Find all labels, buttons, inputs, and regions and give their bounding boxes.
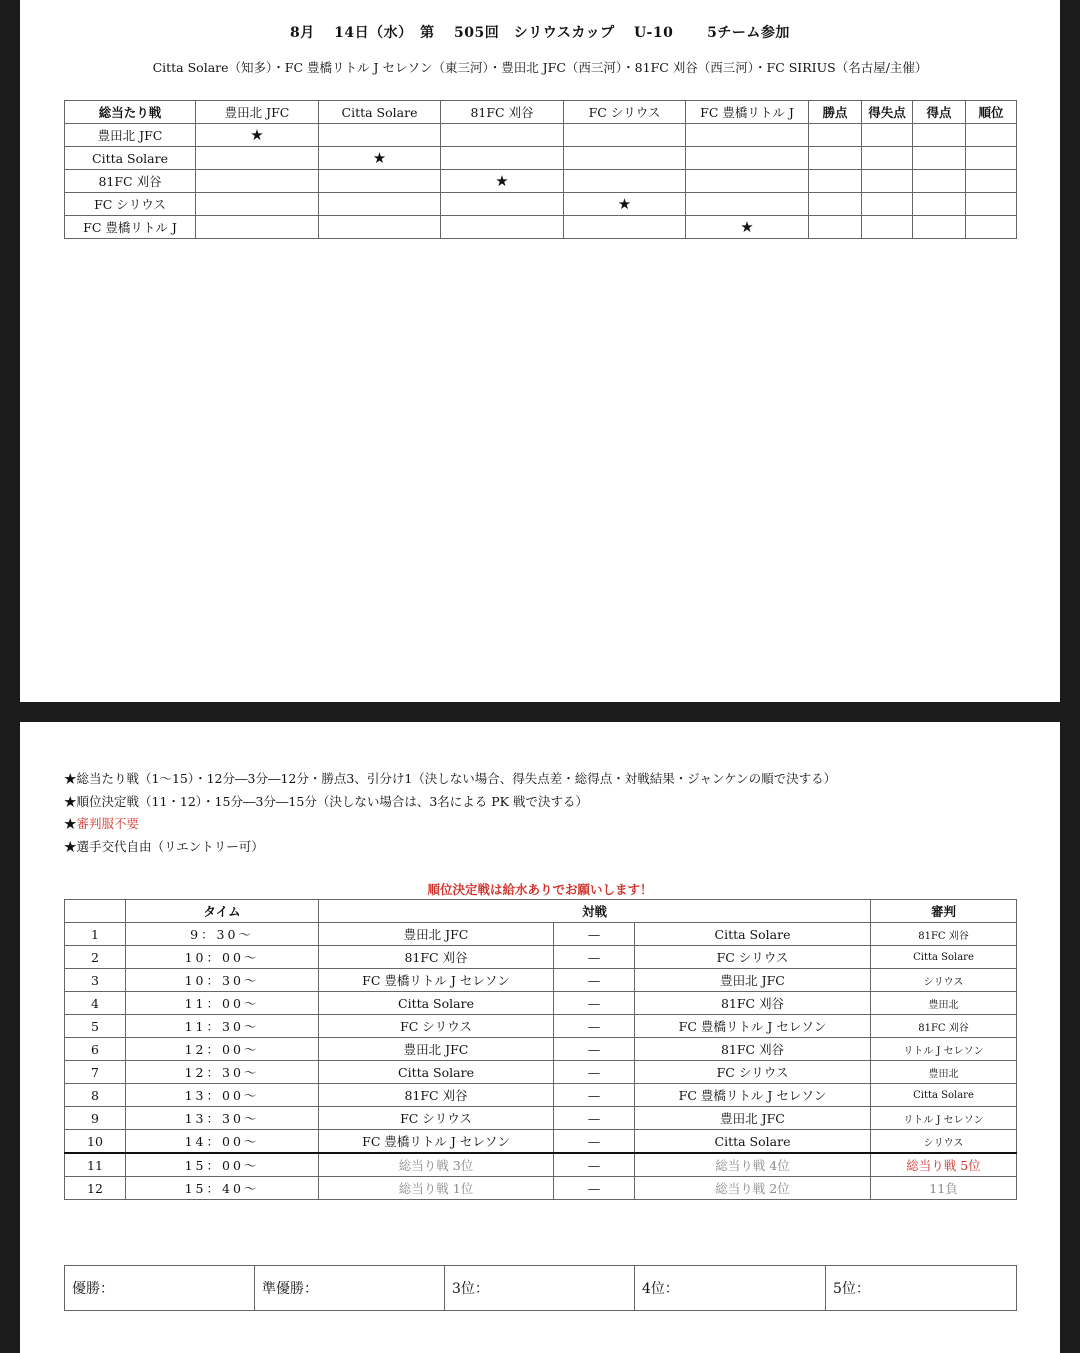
- schedule-row: [65, 1107, 1017, 1130]
- league-cell: [913, 170, 966, 193]
- star-icon: ★: [372, 149, 387, 167]
- home-team: FC シリウス: [319, 1015, 554, 1038]
- versus-dash: —: [554, 992, 635, 1015]
- home-team: 総当り戦 1位: [319, 1177, 554, 1200]
- match-time: 13：00～: [126, 1084, 319, 1107]
- league-cell-self: [319, 147, 441, 170]
- versus-dash: —: [554, 1153, 635, 1177]
- match-time: 10：00～: [126, 946, 319, 969]
- match-number: 12: [65, 1177, 126, 1200]
- match-number: 1: [65, 923, 126, 946]
- league-cell: [196, 216, 319, 239]
- match-number: 9: [65, 1107, 126, 1130]
- league-cell: [441, 216, 564, 239]
- schedule-row: [65, 1130, 1017, 1154]
- match-time: 10：30～: [126, 969, 319, 992]
- league-cell-self: [441, 170, 564, 193]
- league-cell: [913, 147, 966, 170]
- versus-dash: —: [554, 1130, 635, 1154]
- league-cell: [913, 124, 966, 147]
- away-team: FC 豊橋リトル J セレソン: [635, 1084, 871, 1107]
- schedule-col-match: 対戦: [319, 900, 871, 923]
- league-cell: [966, 170, 1017, 193]
- league-row: [65, 216, 1017, 239]
- league-col-team: Citta Solare: [319, 101, 441, 124]
- league-cell: [441, 193, 564, 216]
- league-row: [65, 170, 1017, 193]
- schedule-col-time: タイム: [126, 900, 319, 923]
- home-team: 豊田北 JFC: [319, 1038, 554, 1061]
- versus-dash: —: [554, 946, 635, 969]
- home-team: Citta Solare: [319, 1061, 554, 1084]
- match-time: 12：00～: [126, 1038, 319, 1061]
- water-break-notice: 順位決定戦は給水ありでお願いします！: [427, 882, 653, 897]
- schedule-col-no: [65, 900, 126, 923]
- home-team: FC 豊橋リトル J セレソン: [319, 969, 554, 992]
- final-results-table: [64, 1265, 1017, 1311]
- rule-referee-uniform: [64, 813, 836, 836]
- league-row: [65, 193, 1017, 216]
- league-col-team: 81FC 刈谷: [441, 101, 564, 124]
- league-cell: [441, 147, 564, 170]
- schedule-row: [65, 992, 1017, 1015]
- league-cell: [809, 193, 862, 216]
- home-team: 総当り戦 3位: [319, 1153, 554, 1177]
- league-row: [65, 124, 1017, 147]
- referee-team: 11負: [871, 1177, 1017, 1200]
- rule-substitution: ★選手交代自由（リエントリー可）: [64, 838, 264, 854]
- versus-dash: —: [554, 1061, 635, 1084]
- league-col-team: FC シリウス: [564, 101, 686, 124]
- league-cell: [564, 170, 686, 193]
- league-cell: [564, 147, 686, 170]
- away-team: FC シリウス: [635, 1061, 871, 1084]
- league-cell: [809, 170, 862, 193]
- schedule-table: [64, 899, 1017, 1200]
- league-table: [64, 100, 1017, 239]
- star-icon: ★: [495, 172, 509, 190]
- league-cell: [809, 124, 862, 147]
- versus-dash: —: [554, 1177, 635, 1200]
- league-col-goal-diff: 得失点: [862, 101, 913, 124]
- league-cell: [686, 170, 809, 193]
- participating-teams: Citta Solare（知多）・FC 豊橋リトル J セレソン（東三河）・豊田北 JFC（西三河）・81FC 刈谷（西三河）・FC SIRIUS（名古屋/主催）: [152, 60, 928, 75]
- away-team: 81FC 刈谷: [635, 992, 871, 1015]
- result-third: 3位：: [445, 1266, 635, 1311]
- league-col-points: 勝点: [809, 101, 862, 124]
- league-col-team: 豊田北 JFC: [196, 101, 319, 124]
- home-team: FC シリウス: [319, 1107, 554, 1130]
- away-team: 豊田北 JFC: [635, 969, 871, 992]
- star-icon: ★: [740, 218, 754, 236]
- match-time: 12：30～: [126, 1061, 319, 1084]
- league-cell: [319, 216, 441, 239]
- schedule-row: [65, 1153, 1017, 1177]
- home-team: 豊田北 JFC: [319, 923, 554, 946]
- league-header-row: [65, 101, 1017, 124]
- league-cell: [686, 193, 809, 216]
- league-row: [65, 147, 1017, 170]
- document-page-2: [20, 722, 1060, 1353]
- match-time: 15：00～: [126, 1153, 319, 1177]
- league-cell: [686, 147, 809, 170]
- league-corner: 総当たり戦: [65, 101, 196, 124]
- referee-team: リトル J セレソン: [871, 1038, 1017, 1061]
- versus-dash: —: [554, 969, 635, 992]
- schedule-row: [65, 1061, 1017, 1084]
- away-team: 総当り戦 2位: [635, 1177, 871, 1200]
- away-team: 81FC 刈谷: [635, 1038, 871, 1061]
- league-row-team: 81FC 刈谷: [65, 170, 196, 193]
- match-time: 13：30～: [126, 1107, 319, 1130]
- result-fifth: 5位：: [826, 1266, 1017, 1311]
- league-row-team: FC 豊橋リトル J: [65, 216, 196, 239]
- rule-placement: ★順位決定戦（11・12）・15分―3分―15分（決しない場合は、3名による PK 戦で決する）: [64, 793, 588, 809]
- away-team: FC シリウス: [635, 946, 871, 969]
- league-cell: [441, 124, 564, 147]
- league-cell: [862, 216, 913, 239]
- league-cell: [196, 193, 319, 216]
- referee-team: 81FC 刈谷: [871, 923, 1017, 946]
- league-cell: [319, 170, 441, 193]
- document-page-1: [20, 0, 1060, 702]
- versus-dash: —: [554, 923, 635, 946]
- league-cell: [913, 216, 966, 239]
- home-team: Citta Solare: [319, 992, 554, 1015]
- schedule-row: [65, 1038, 1017, 1061]
- away-team: 豊田北 JFC: [635, 1107, 871, 1130]
- match-time: 11：00～: [126, 992, 319, 1015]
- league-row-team: Citta Solare: [65, 147, 196, 170]
- referee-team: シリウス: [871, 969, 1017, 992]
- league-col-rank: 順位: [966, 101, 1017, 124]
- league-cell: [196, 147, 319, 170]
- match-time: 11：30～: [126, 1015, 319, 1038]
- league-row-team: 豊田北 JFC: [65, 124, 196, 147]
- league-cell: [319, 124, 441, 147]
- league-cell: [564, 124, 686, 147]
- star-icon: ★: [617, 195, 632, 213]
- match-number: 5: [65, 1015, 126, 1038]
- league-cell: [862, 147, 913, 170]
- match-number: 10: [65, 1130, 126, 1154]
- league-col-team: FC 豊橋リトル J: [686, 101, 809, 124]
- match-number: 2: [65, 946, 126, 969]
- match-time: 15：40～: [126, 1177, 319, 1200]
- league-row-team: FC シリウス: [65, 193, 196, 216]
- final-results-row: [65, 1266, 1017, 1311]
- away-team: 総当り戦 4位: [635, 1153, 871, 1177]
- league-cell: [862, 124, 913, 147]
- away-team: Citta Solare: [635, 1130, 871, 1154]
- match-number: 11: [65, 1153, 126, 1177]
- league-cell: [319, 193, 441, 216]
- versus-dash: —: [554, 1038, 635, 1061]
- result-fourth: 4位：: [635, 1266, 826, 1311]
- star-icon: ★: [250, 126, 264, 144]
- league-cell: [686, 124, 809, 147]
- league-cell: [966, 216, 1017, 239]
- referee-team: 81FC 刈谷: [871, 1015, 1017, 1038]
- match-number: 3: [65, 969, 126, 992]
- league-cell: [913, 193, 966, 216]
- league-cell: [966, 124, 1017, 147]
- rules-list: [64, 768, 836, 858]
- home-team: 81FC 刈谷: [319, 1084, 554, 1107]
- away-team: FC 豊橋リトル J セレソン: [635, 1015, 871, 1038]
- referee-team: 豊田北: [871, 1061, 1017, 1084]
- schedule-row: [65, 923, 1017, 946]
- schedule-header-row: [65, 900, 1017, 923]
- rule-league: ★総当たり戦（1～15）・12分―3分―12分・勝点3、引分け1（決しない場合、得失点差・総得点・対戦結果・ジャンケンの順で決する）: [64, 771, 837, 786]
- versus-dash: —: [554, 1084, 635, 1107]
- schedule-col-referee: 審判: [871, 900, 1017, 923]
- away-team: Citta Solare: [635, 923, 871, 946]
- referee-team: Citta Solare: [871, 946, 1017, 969]
- match-number: 6: [65, 1038, 126, 1061]
- league-cell: [196, 170, 319, 193]
- schedule-row: [65, 1084, 1017, 1107]
- schedule-row: [65, 1015, 1017, 1038]
- league-cell-self: [686, 216, 809, 239]
- league-cell: [966, 193, 1017, 216]
- league-cell: [862, 170, 913, 193]
- result-runner-up: 準優勝：: [255, 1266, 445, 1311]
- schedule-row: [65, 969, 1017, 992]
- page-title: 8月 14日（水） 第 505回 シリウスカップ U-10 5チーム参加: [290, 25, 790, 41]
- league-cell: [966, 147, 1017, 170]
- home-team: FC 豊橋リトル J セレソン: [319, 1130, 554, 1154]
- league-cell: [564, 216, 686, 239]
- match-number: 8: [65, 1084, 126, 1107]
- league-cell: [862, 193, 913, 216]
- match-time: 9：30～: [126, 923, 319, 946]
- referee-team: リトル J セレソン: [871, 1107, 1017, 1130]
- referee-team: 豊田北: [871, 992, 1017, 1015]
- league-cell: [809, 216, 862, 239]
- rule-referee-uniform-text: 審判服不要: [76, 816, 140, 831]
- match-number: 7: [65, 1061, 126, 1084]
- star-bullet: ★: [64, 816, 77, 831]
- referee-team: Citta Solare: [871, 1084, 1017, 1107]
- schedule-row: [65, 946, 1017, 969]
- versus-dash: —: [554, 1015, 635, 1038]
- home-team: 81FC 刈谷: [319, 946, 554, 969]
- league-cell: [809, 147, 862, 170]
- league-cell-self: [196, 124, 319, 147]
- schedule-row: [65, 1177, 1017, 1200]
- league-cell-self: [564, 193, 686, 216]
- versus-dash: —: [554, 1107, 635, 1130]
- referee-team: 総当り戦 5位: [871, 1153, 1017, 1177]
- result-champion: 優勝：: [65, 1266, 255, 1311]
- referee-team: シリウス: [871, 1130, 1017, 1154]
- match-time: 14：00～: [126, 1130, 319, 1154]
- match-number: 4: [65, 992, 126, 1015]
- league-col-goals: 得点: [913, 101, 966, 124]
